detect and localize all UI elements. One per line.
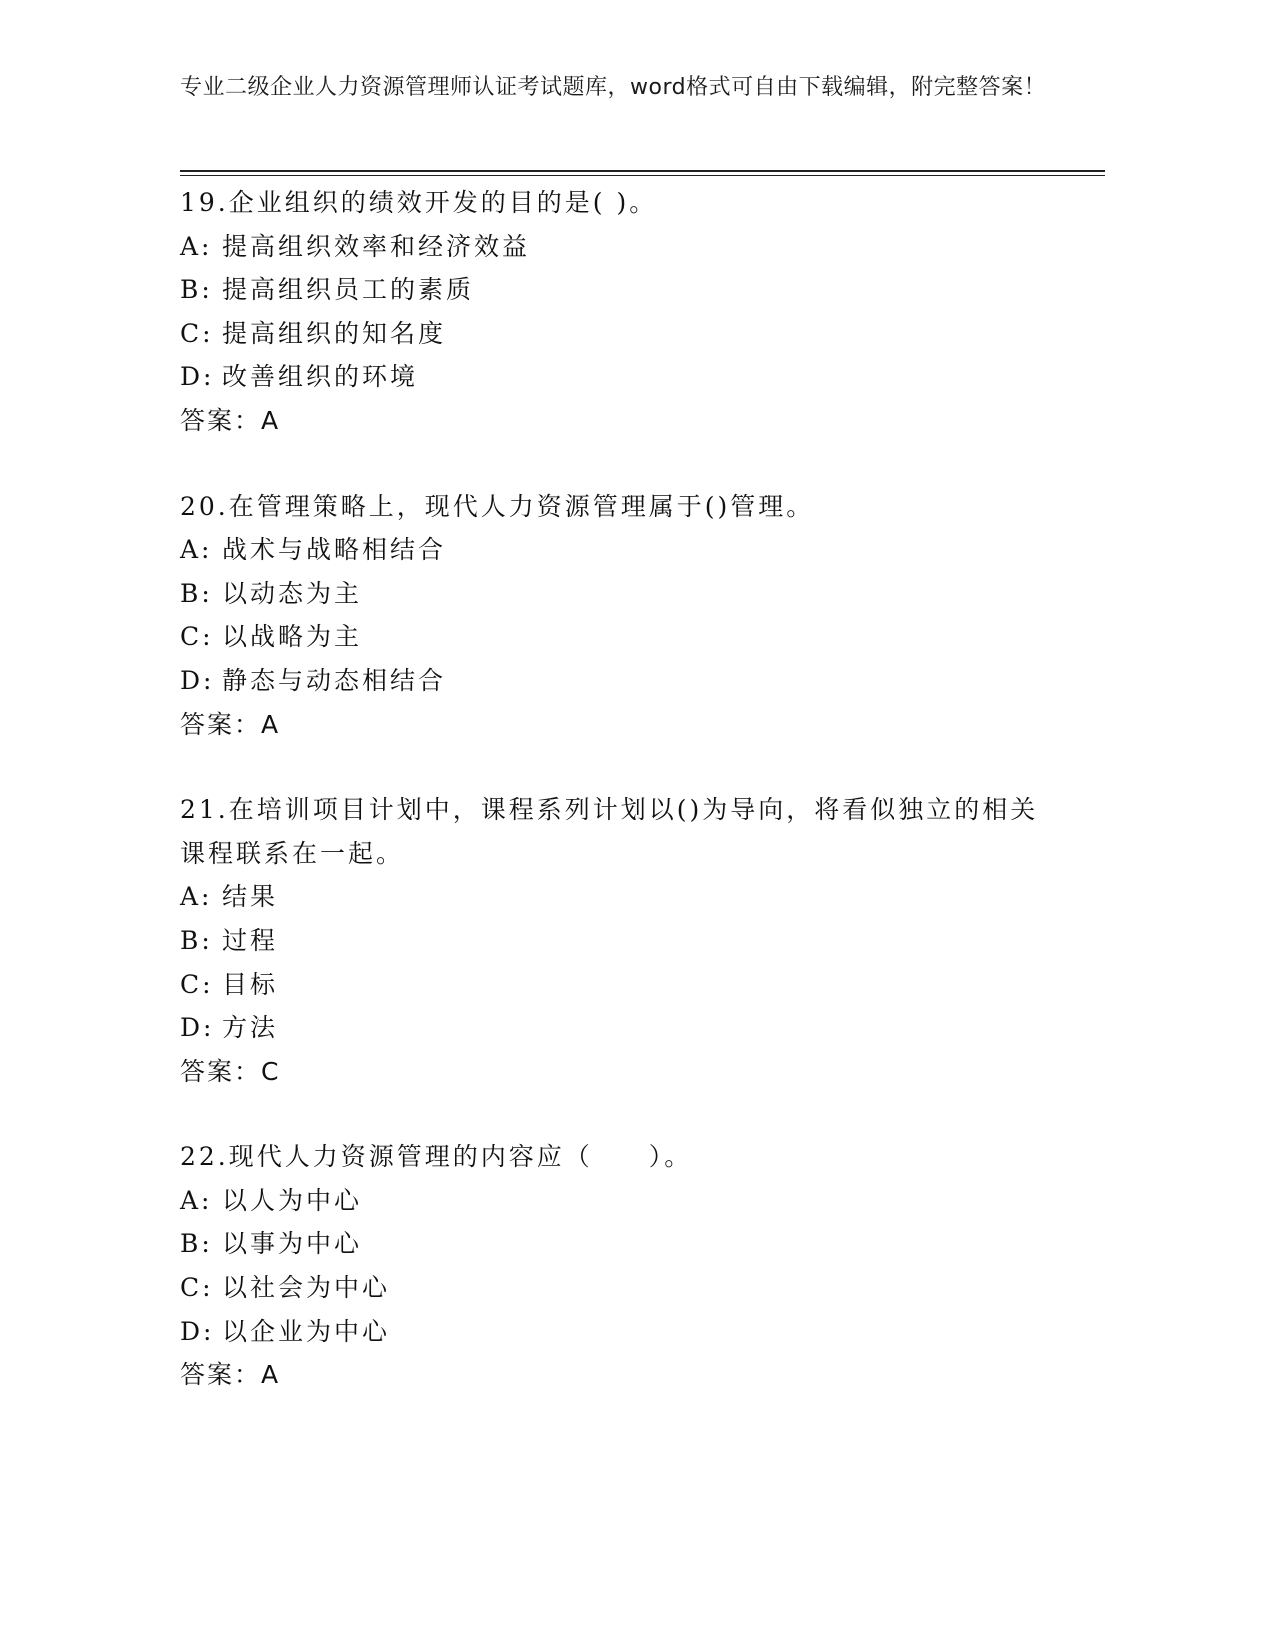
option-text: 过程 [222,925,279,955]
question-text: 19.企业组织的绩效开发的目的是( )。 [180,188,658,217]
option-d [180,355,1050,399]
option-letter: C: [180,969,214,999]
option-letter: B: [180,275,213,305]
option-a [180,1179,1050,1223]
option-text: 以事为中心 [222,1229,363,1259]
header-divider-top [180,170,1105,172]
option-text: 战术与战略相结合 [222,535,447,565]
option-b [180,919,1050,963]
option-text: 结果 [222,882,279,912]
option-d [180,659,1050,703]
option-c [180,1266,1050,1310]
header-divider-bottom [180,175,1105,176]
option-text: 以人为中心 [222,1185,363,1215]
option-letter: C: [180,622,214,652]
question-text: 22.现代人力资源管理的内容应（ ）。 [180,1142,693,1172]
option-text: 方法 [222,1013,279,1043]
option-text: 提高组织效率和经济效益 [222,231,531,261]
option-text: 以社会为中心 [222,1273,391,1303]
option-letter: A: [180,535,213,565]
question-list [180,181,1050,1439]
option-b [180,268,1050,312]
option-d [180,1006,1050,1050]
option-b [180,572,1050,616]
question-item [180,485,1050,747]
option-letter: A: [180,1185,213,1215]
option-text: 提高组织的知名度 [222,318,447,348]
option-letter: B: [180,1229,213,1259]
option-text: 以战略为主 [222,622,363,652]
option-c [180,312,1050,356]
option-a [180,225,1050,269]
option-a [180,875,1050,919]
document-header: 专业二级企业人力资源管理师认证考试题库，word格式可自由下载编辑，附完整答案！ [180,75,1047,100]
option-letter: C: [180,318,214,348]
option-letter: D: [180,665,215,695]
question-item [180,181,1050,443]
option-letter: D: [180,1316,215,1346]
option-text: 提高组织员工的素质 [222,275,475,305]
option-letter: D: [180,362,215,392]
option-text: 目标 [222,969,279,999]
option-c [180,963,1050,1007]
option-text: 以动态为主 [222,578,363,608]
option-text: 以企业为中心 [222,1316,391,1346]
question-text: 20.在管理策略上，现代人力资源管理属于()管理。 [180,491,815,521]
option-a [180,528,1050,572]
option-letter: B: [180,578,213,608]
option-text: 改善组织的环境 [222,362,419,392]
question-item [180,788,1050,1093]
question-item [180,1135,1050,1397]
option-text: 静态与动态相结合 [222,665,447,695]
option-letter: D: [180,1013,215,1043]
option-c [180,615,1050,659]
option-b [180,1222,1050,1266]
answer-line: 答案：A [180,1360,281,1390]
answer-line: 答案：C [180,1056,281,1086]
answer-line: 答案：A [180,405,281,435]
option-letter: B: [180,925,213,955]
question-text: 21.在培训项目计划中，课程系列计划以()为导向，将看似独立的相关课程联系在一起。 [180,795,1039,868]
option-d [180,1310,1050,1354]
option-letter: A: [180,882,213,912]
answer-line: 答案：A [180,709,281,739]
option-letter: A: [180,231,213,261]
option-letter: C: [180,1273,214,1303]
